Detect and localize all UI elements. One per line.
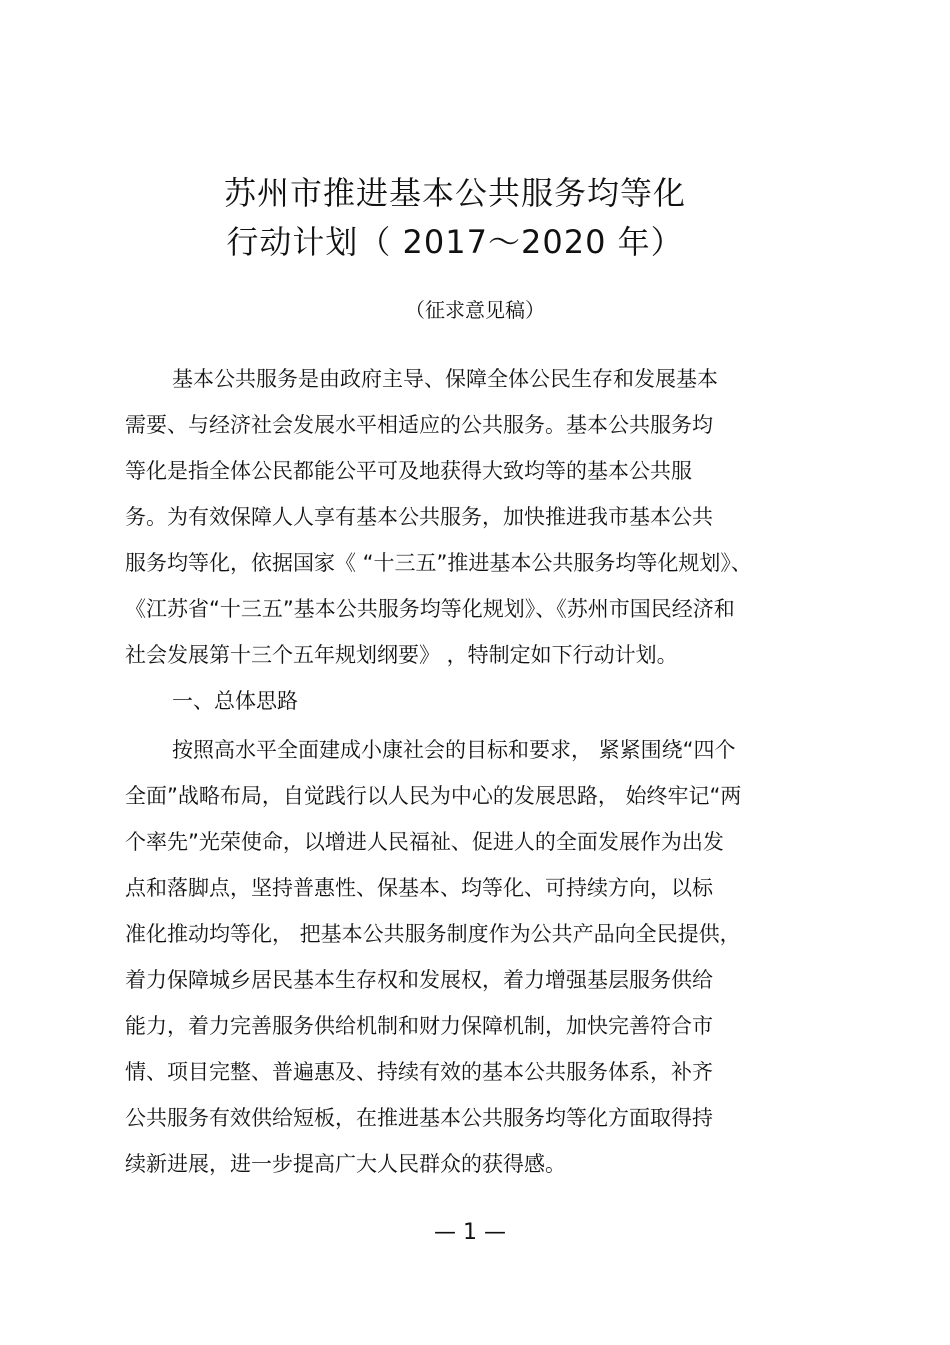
intro-line: 基本公共服务是由政府主导、保障全体公民生存和发展基本: [172, 367, 718, 391]
section-line: 个率先”光荣使命，以增进人民福祉、促进人的全面发展作为出发: [125, 830, 724, 854]
document-subtitle: （征求意见稿）: [405, 298, 545, 322]
page-number: — 1 —: [434, 1220, 506, 1245]
section-line: 续新进展，进一步提高广大人民群众的获得感。: [125, 1152, 566, 1176]
intro-line: 服务均等化，依据国家《 “十三五”推进基本公共服务均等化规划》、: [125, 551, 752, 575]
document-title-line-1: 苏州市推进基本公共服务均等化: [223, 174, 686, 212]
section-line: 能力，着力完善服务供给机制和财力保障机制，加快完善符合市: [125, 1014, 713, 1038]
intro-line: 社会发展第十三个五年规划纲要》 ，特制定如下行动计划。: [125, 643, 678, 667]
section-line: 公共服务有效供给短板，在推进基本公共服务均等化方面取得持: [125, 1106, 713, 1130]
intro-line: 等化是指全体公民都能公平可及地获得大致均等的基本公共服: [125, 459, 692, 483]
intro-line: 需要、与经济社会发展水平相适应的公共服务。基本公共服务均: [125, 413, 713, 437]
intro-line: 务。为有效保障人人享有基本公共服务，加快推进我市基本公共: [125, 505, 713, 529]
document-title-line-2: 行动计划（ 2017～2020 年）: [226, 223, 684, 261]
section-heading: 一、总体思路: [172, 689, 298, 713]
section-line: 情、项目完整、普遍惠及、持续有效的基本公共服务体系，补齐: [125, 1060, 713, 1084]
section-line: 着力保障城乡居民基本生存权和发展权，着力增强基层服务供给: [125, 968, 713, 992]
section-line: 全面”战略布局，自觉践行以人民为中心的发展思路， 始终牢记“两: [125, 784, 742, 808]
section-line: 按照高水平全面建成小康社会的目标和要求， 紧紧围绕“四个: [172, 738, 736, 762]
intro-line: 《江苏省“十三五”基本公共服务均等化规划》、《苏州市国民经济和: [125, 597, 735, 621]
section-line: 点和落脚点，坚持普惠性、保基本、均等化、可持续方向，以标: [125, 876, 713, 900]
section-line: 准化推动均等化， 把基本公共服务制度作为公共产品向全民提供，: [125, 922, 741, 946]
